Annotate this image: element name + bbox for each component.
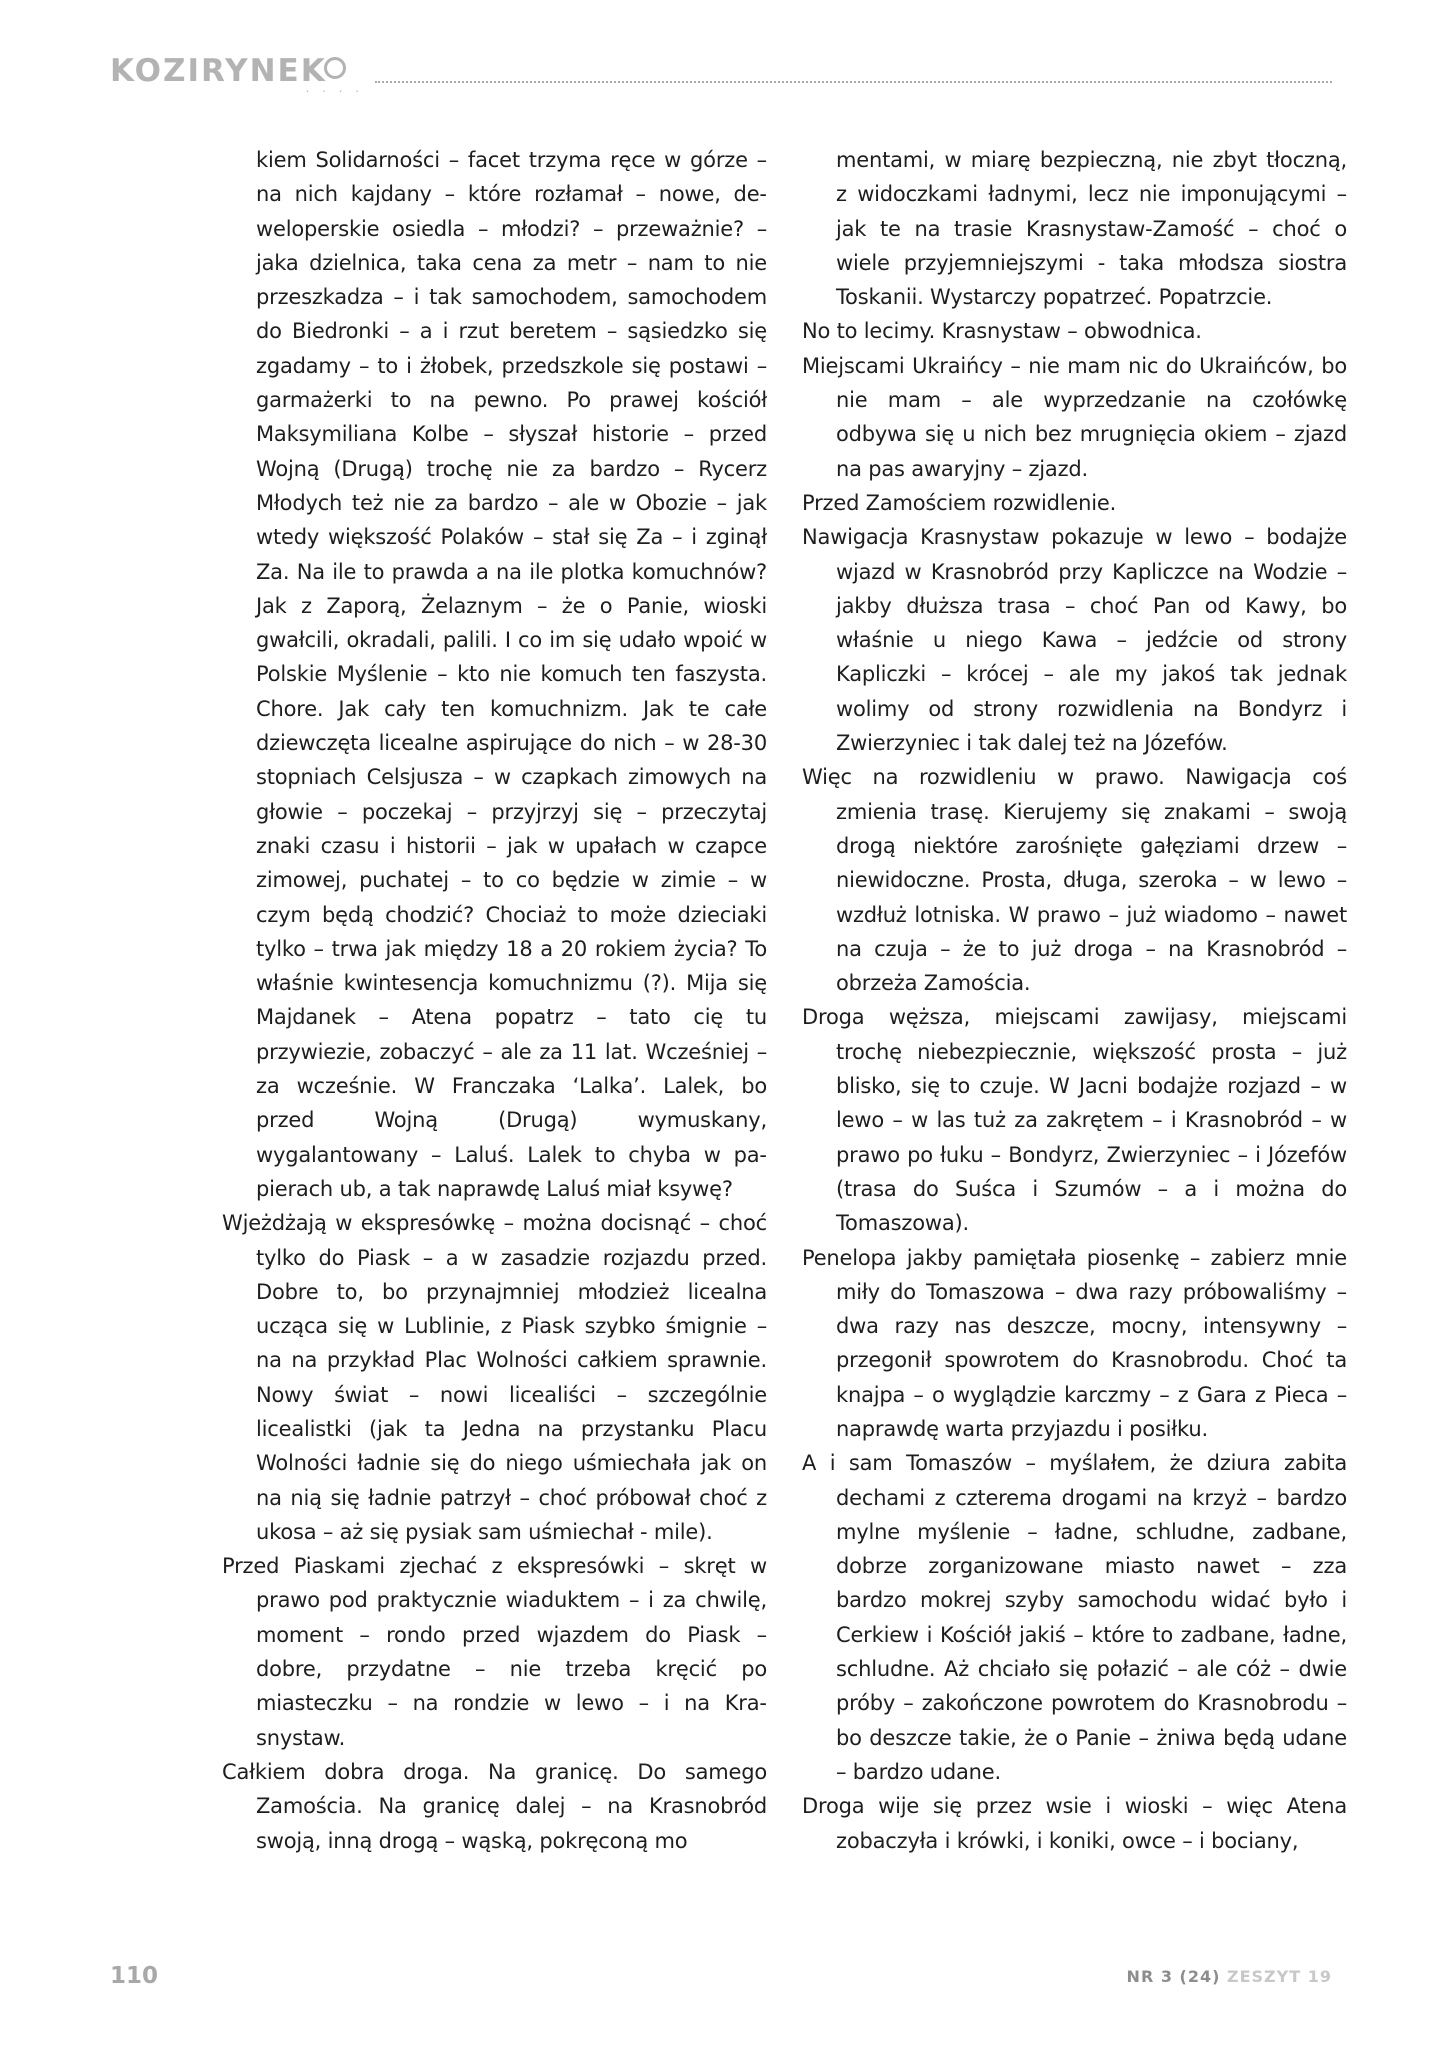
paragraph: A i sam Tomaszów – myślałem, że dziura zabita dechami z czterema drogami na krzyż – bardzo mylne myślenie – ładne, schludne, zadbane, dobrze zorganizowane miasto nawet – zza bardzo mokrej szyby samochodu widać było i Cerkiew i Kościół jakiś – które to zadbane, ładne, schludne. Aż chciało się połazić – ale cóż – dwie próby – zakończone powrotem do Krasnobrodu – bo deszcze takie, że o Panie – żniwa będą udane – bardzo udane.: [802, 1451, 1347, 1784]
paragraph: No to lecimy. Krasnystaw – obwodnica.: [802, 319, 1202, 344]
page-header: [110, 52, 1332, 95]
paragraph: Więc na rozwidleniu w prawo. Nawigacja coś zmienia trasę. Kierujemy się znakami – swoją drogą niektóre zarośnięte gałęziami drzew – niewidoczne. Prosta, długa, szeroka – w lewo – wzdłuż lotniska. W prawo – już wiadomo – nawet na czuja – że to już droga – na Krasnobród – obrzeża Zamościa.: [802, 765, 1347, 996]
logo-emblem-icon: [324, 57, 346, 79]
paragraph: Droga węższa, miejscami zawijasy, miejscami trochę niebezpiecznie, większość prosta – już blisko, się to czuje. W Jacni bodajże rozjazd – w lewo – w las tuż za zakrętem – i Krasnobród – w prawo po łuku – Bondyrz, Zwierzyniec – i Józefów (trasa do Suśca i Szumów – a i można do Tomaszowa).: [802, 1005, 1347, 1236]
paragraph: Droga wije się przez wsie i wioski – więc Atena zobaczyła i krówki, i koniki, owce – i bociany,: [802, 1794, 1347, 1853]
zeszyt-label: ZESZYT 19: [1227, 1967, 1332, 1986]
paragraph: Miejscami Ukraińcy – nie mam nic do Ukraińców, bo nie mam – ale wyprzedzanie na czołówkę odbywa się u nich bez mrugnięcia okiem – zjazd na pas awaryjny – zjazd.: [802, 353, 1347, 481]
left-text-column: [222, 143, 767, 1858]
page-number: 110: [110, 1963, 159, 1989]
paragraph: Penelopa jakby pamiętała piosenkę – zabierz mnie miły do Tomaszowa – dwa razy próbowaliśmy – dwa razy nas deszcze, mocny, intensywny – przegonił spowrotem do Krasnobrodu. Choć ta knajpa – o wyglądzie karczmy – z Gara z Pieca – naprawdę warta przyjazdu i posiłku.: [802, 1245, 1347, 1441]
paragraph: kiem Solidarności – facet trzyma ręce w górze – na nich kajdany – które rozłamał – nowe, deweloperskie osiedla – młodzi? – przeważnie? – jaka dzielnica, taka cena za metr – nam to nie przeszkadza – i tak samochodem, samochodem do Biedronki – a i rzut beretem – sąsiedzko się zgadamy – to i żłobek, przedszkole się postawi – garmażerki to na pewno. Po prawej kościół Maksymiliana Kolbe – słyszał historie – przed Wojną (Drugą) trochę nie za bardzo – Rycerz Młodych też nie za bardzo – ale w Obozie – jak wtedy większość Polaków – stał się Za – i zginął Za. Na ile to prawda a na ile plotka komuchnów? Jak z Zaporą, Żelaznym – że o Panie, wioski gwałcili, okradali, palili. I co im się udało wpoić w Polskie Myślenie – kto nie komuch ten faszysta. Chore. Jak cały ten komuchnizm. Jak te całe dziewczęta licealne aspirujące do nich – w 28-30 stopniach Celsjusza – w czapkach zimowych na głowie – poczekaj – przyjrzyj się – przeczytaj znaki czasu i historii – jak w upałach w czapce zimowej, puchatej – to co będzie w zimie – w czym będą chodzić? Chociaż to może dzieciaki tylko – trwa jak między 18 a 20 rokiem życia? To właśnie kwintesencja komuchnizmu (?). Mija się Majdanek – Atena popatrz – tato cię tu przywiezie, zobaczyć – ale za 11 lat. Wcześniej – za wcześnie. W Franczaka ‘Lalka’. Lalek, bo przed Wojną (Drugą) wymuskany, wygalantowany – Laluś. Lalek to chyba w papierach ub, a tak naprawdę Laluś miał ksywę?: [256, 148, 767, 1201]
right-text-column: [802, 143, 1347, 1858]
header-dotted-rule: [375, 81, 1332, 83]
paragraph: Przed Piaskami zjechać z ekspresówki – skręt w prawo pod praktycznie wiaduktem – i za chwilę, moment – rondo przed wjazdem do Piask – dobre, przydatne – nie trzeba kręcić po miasteczku – na rondzie w lewo – i na Krasnystaw.: [222, 1554, 767, 1750]
logo-subtitle: • • • •: [306, 89, 365, 95]
issue-number: NR 3 (24): [1126, 1967, 1221, 1986]
issue-info: [1127, 1967, 1332, 1986]
magazine-logo: KOZIRYNEK: [110, 53, 327, 89]
paragraph: Całkiem dobra droga. Na granicę. Do samego Zamościa. Na granicę dalej – na Krasnobród swoją, inną drogą – wąską, pokręconą mo: [222, 1759, 767, 1853]
paragraph: Wjeżdżają w ekspresówkę – można docisnąć – choć tylko do Piask – a w zasadzie rozjazdu przed. Dobre to, bo przynajmniej młodzież licealna ucząca się w Lublinie, z Piask szybko śmignie – na na przykład Plac Wolności całkiem sprawnie. Nowy świat – nowi licealiści – szczególnie licealistki (jak ta Jedna na przystanku Placu Wolności ładnie się do niego uśmiechała jak on na nią się ładnie patrzył – choć próbował choć z ukosa – aż się pysiak sam uśmiechał - mile).: [222, 1211, 767, 1544]
paragraph: Nawigacja Krasnystaw pokazuje w lewo – bodajże wjazd w Krasnobród przy Kapliczce na Wodzie – jakby dłuższa trasa – choć Pan od Kawy, bo właśnie u niego Kawa – jedźcie od strony Kapliczki – krócej – ale my jakoś tak jednak wolimy od strony rozwidlenia na Bondyrz i Zwierzyniec i tak dalej też na Józefów.: [802, 525, 1347, 756]
paragraph: Przed Zamościem rozwidlenie.: [802, 490, 1117, 515]
paragraph: mentami, w miarę bezpieczną, nie zbyt tłoczną, z widoczkami ładnymi, lecz nie imponującymi – jak te na trasie Krasnystaw-Zamość – choć o wiele przyjemniejszymi - taka młodsza siostra Toskanii. Wystarczy popatrzeć. Popatrzcie.: [836, 148, 1347, 310]
